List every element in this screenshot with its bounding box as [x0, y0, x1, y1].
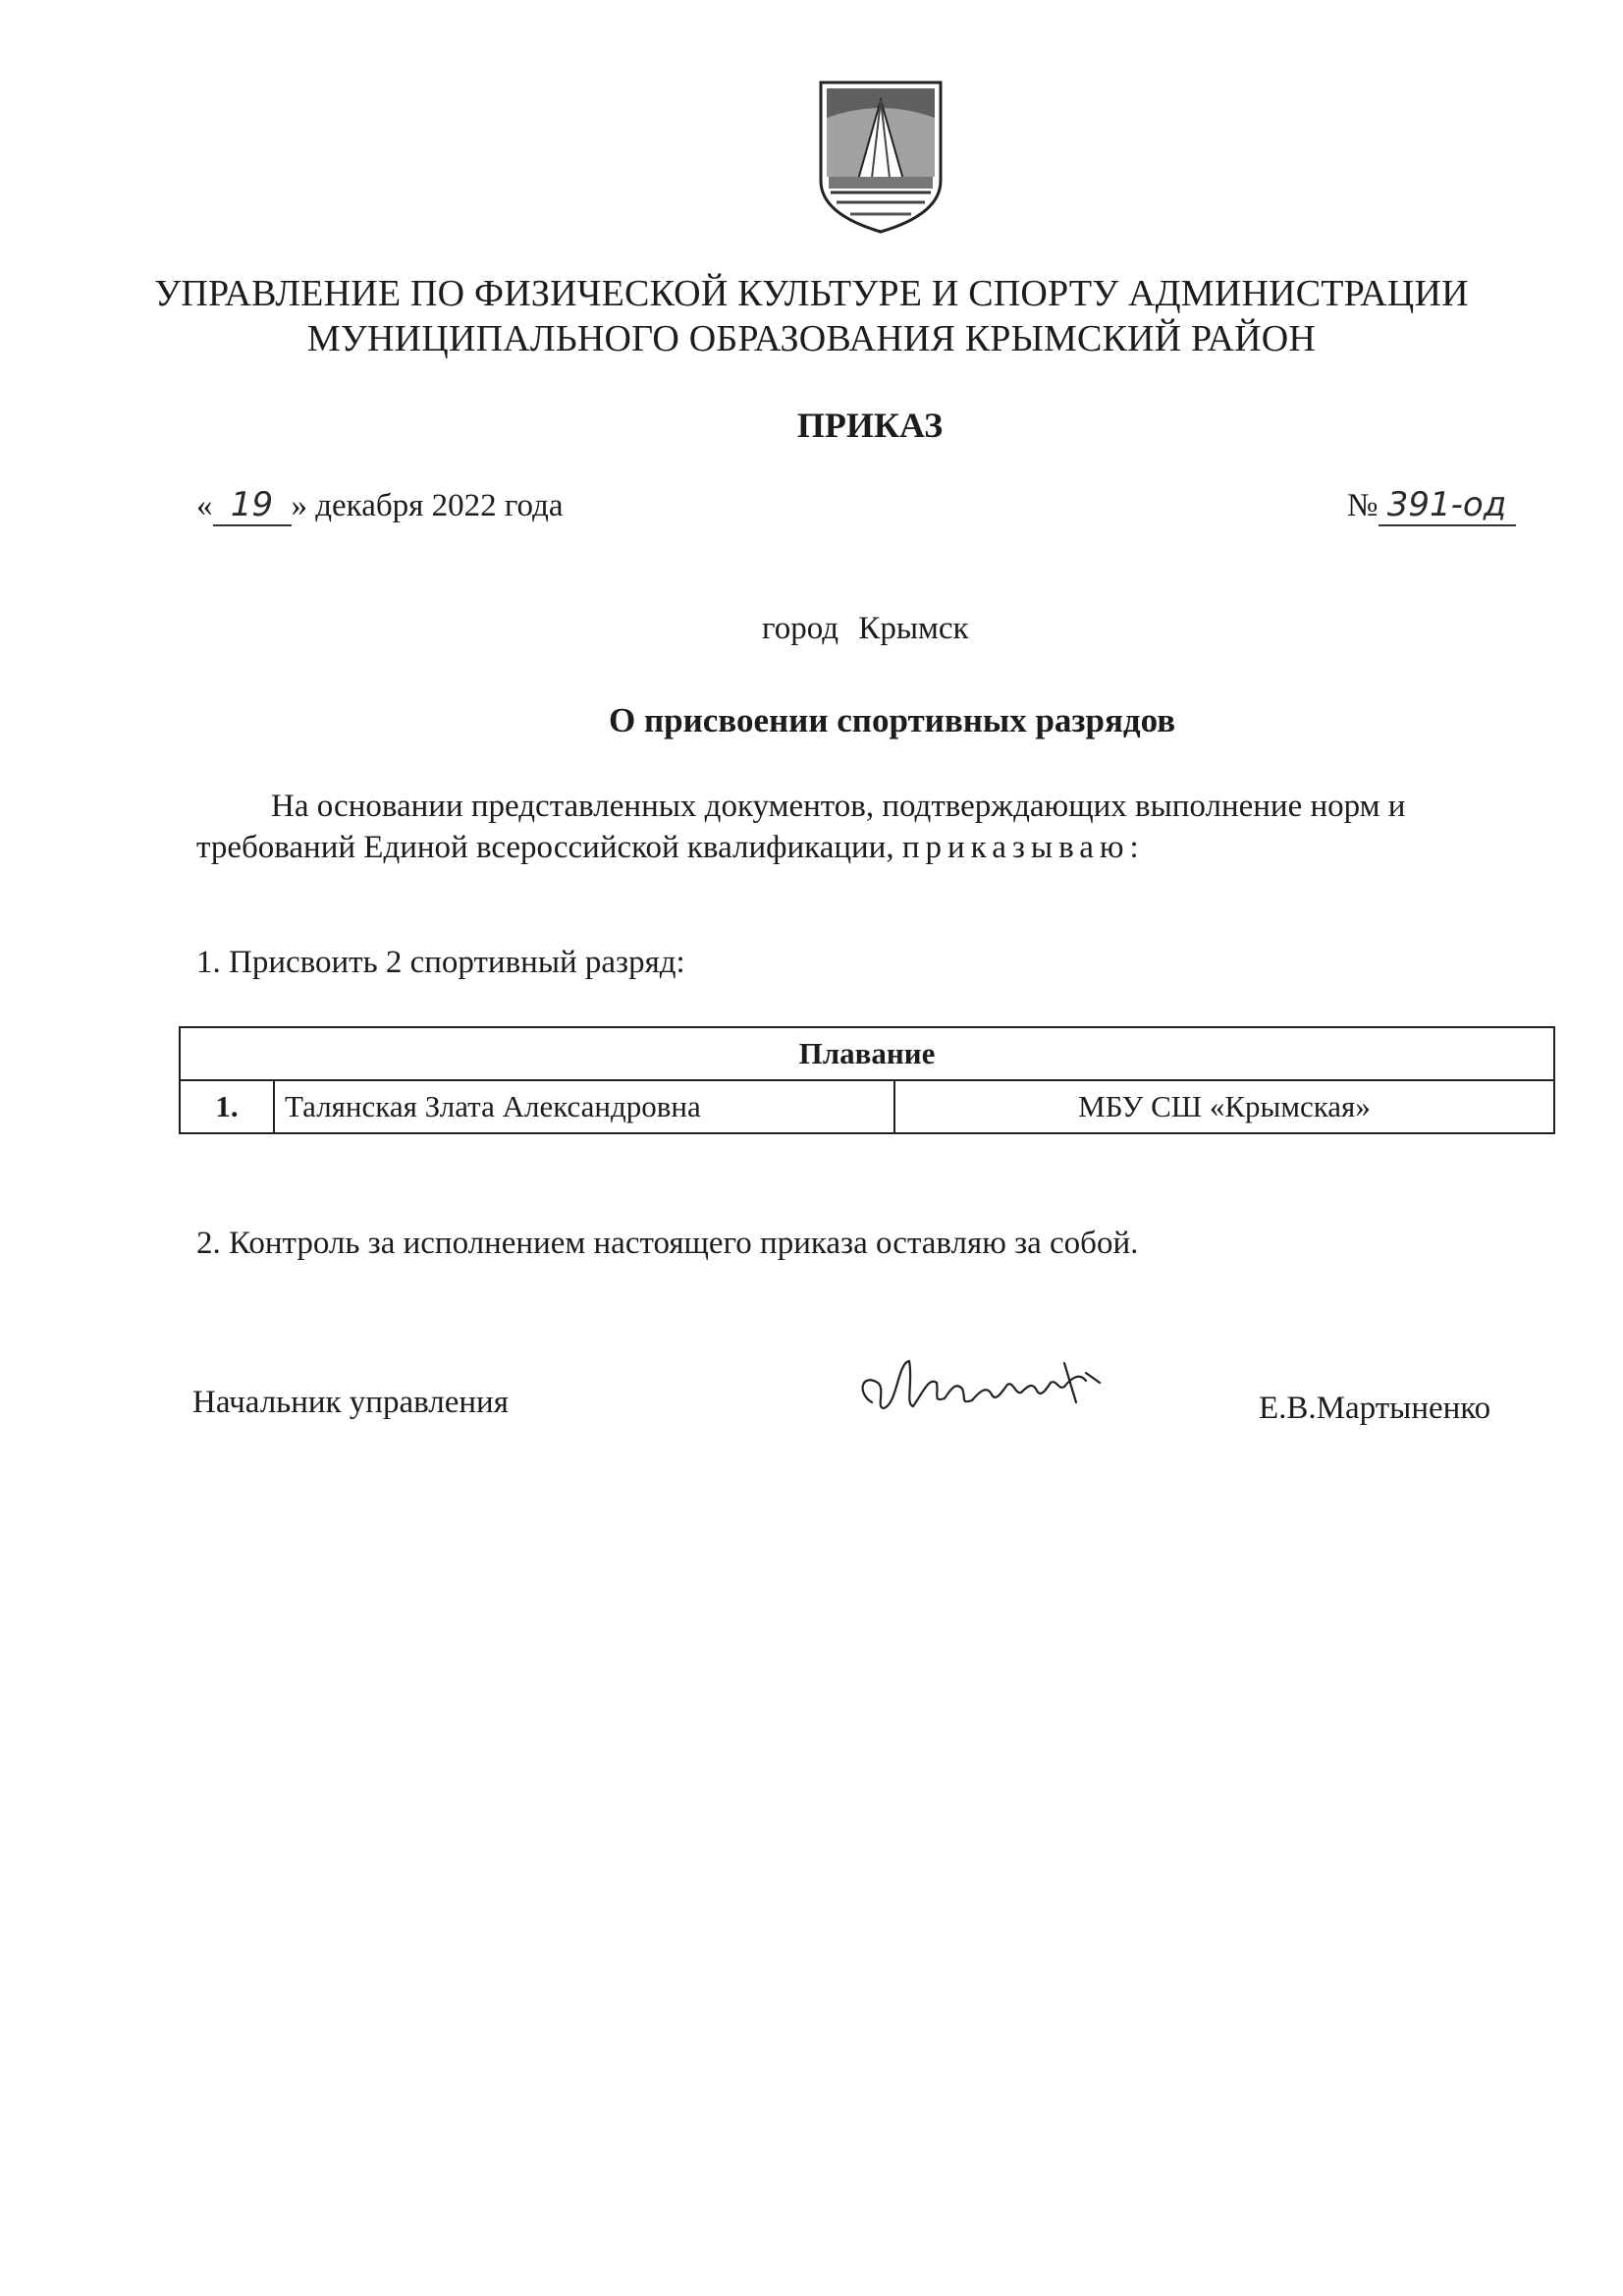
sport-header: Плавание — [180, 1027, 1554, 1080]
item-1: 1. Присвоить 2 спортивный разряд: — [196, 945, 685, 980]
number-prefix: № — [1347, 488, 1379, 523]
signatory-position: Начальник управления — [192, 1385, 509, 1420]
basis-text: На основании представленных документов, подтверждающих выполнение норм и требований Единой всероссийской квалификации, — [196, 789, 1406, 865]
number-value: 391-од — [1379, 485, 1516, 526]
order-verb: приказываю: — [901, 830, 1145, 865]
order-number — [1347, 485, 1516, 526]
header-line-2: МУНИЦИПАЛЬНОГО ОБРАЗОВАНИЯ КРЫМСКИЙ РАЙОН — [306, 318, 1317, 359]
signatory-name: Е.В.Мартыненко — [1259, 1391, 1491, 1426]
basis-paragraph — [196, 786, 1542, 868]
ranks-table — [179, 1026, 1555, 1134]
order-date — [196, 485, 564, 526]
header-line-1: УПРАВЛЕНИЕ ПО ФИЗИЧЕСКОЙ КУЛЬТУРЕ И СПОРТУ АДМИНИСТРАЦИИ — [154, 273, 1469, 314]
document-type-title: ПРИКАЗ — [796, 406, 944, 445]
coat-of-arms-emblem — [817, 79, 945, 236]
item-2: 2. Контроль за исполнением настоящего приказа оставляю за собой. — [196, 1226, 1139, 1261]
row-number: 1. — [180, 1080, 274, 1133]
date-open-quote: « — [196, 488, 213, 523]
athlete-name: Талянская Злата Александровна — [274, 1080, 894, 1133]
order-subject: О присвоении спортивных разрядов — [609, 701, 1176, 739]
city-line: город Крымск — [762, 611, 969, 646]
handwritten-signature — [854, 1343, 1119, 1422]
date-rest: » декабря 2022 года — [291, 488, 564, 523]
table-header-row — [180, 1027, 1554, 1080]
athlete-organization: МБУ СШ «Крымская» — [894, 1080, 1554, 1133]
date-day: 19 — [213, 485, 292, 526]
table-row — [180, 1080, 1554, 1133]
